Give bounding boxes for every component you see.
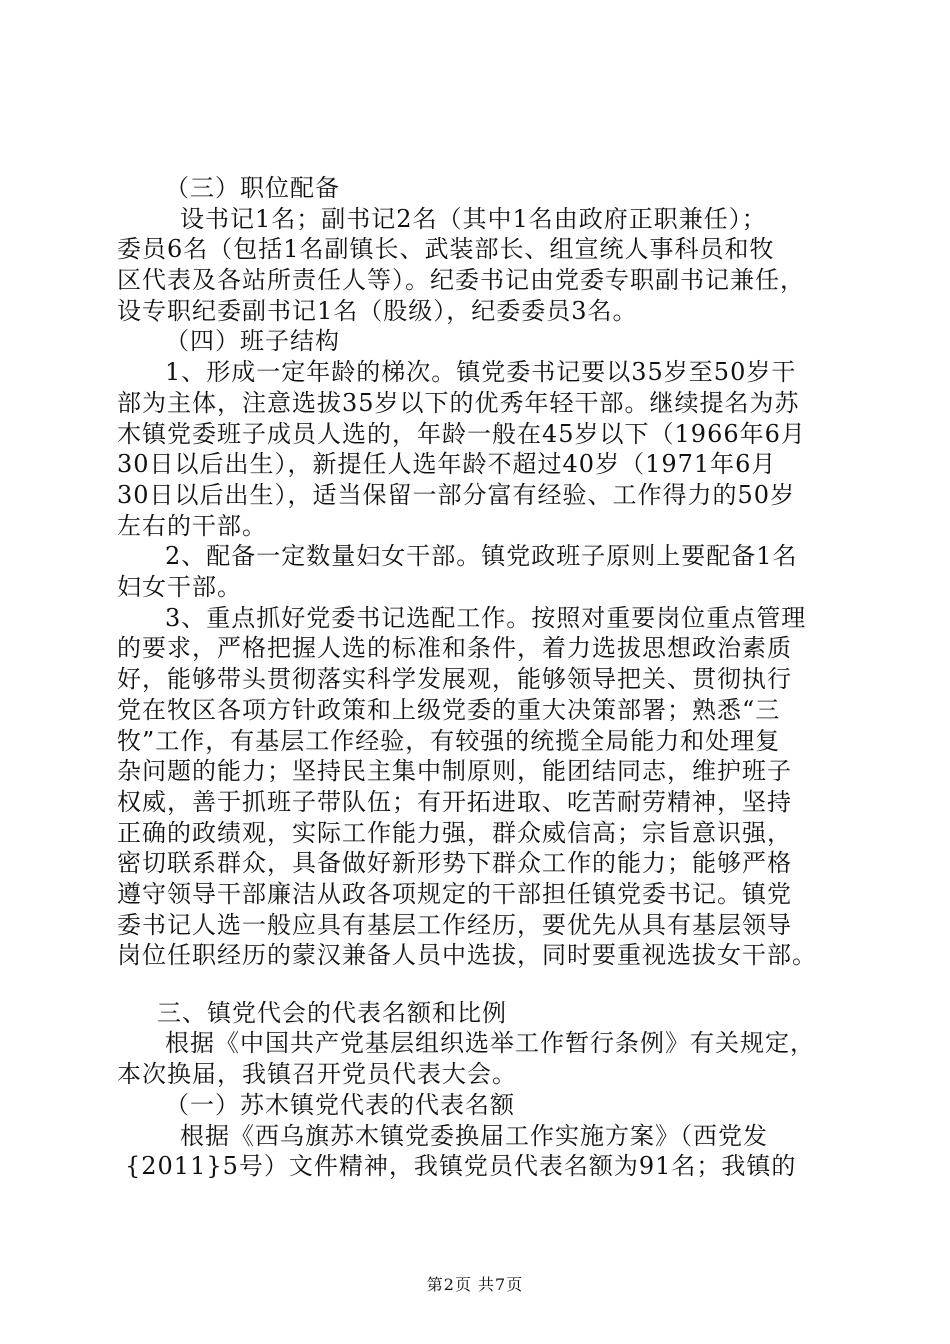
section-heading: （一）苏木镇党代表的代表名额 xyxy=(165,1091,515,1119)
section-heading: （四）班子结构 xyxy=(165,327,340,355)
paragraph-line: 密切联系群众，具备做好新形势下群众工作的能力；能够严格 xyxy=(117,849,792,877)
paragraph-line: 岗位任职经历的蒙汉兼备人员中选拔，同时要重视选拔女干部。 xyxy=(117,941,817,969)
paragraph-line: 1、形成一定年龄的梯次。镇党委书记要以35岁至50岁干 xyxy=(165,358,797,386)
paragraph-line: 权威，善于抓班子带队伍；有开拓进取、吃苦耐劳精神，坚持 xyxy=(117,788,792,816)
paragraph-line: 部为主体，注意选拔35岁以下的优秀年轻干部。继续提名为苏 xyxy=(117,389,800,417)
paragraph-line: 委书记人选一般应具有基层工作经历，要优先从具有基层领导 xyxy=(117,911,792,939)
paragraph-line: 党在牧区各项方针政策和上级党委的重大决策部署；熟悉“三 xyxy=(117,696,781,724)
paragraph-line: 30日以后出生），适当保留一部分富有经验、工作得力的50岁 xyxy=(117,481,796,509)
paragraph-line: 30日以后出生），新提任人选年龄不超过40岁（1971年6月 xyxy=(117,450,777,478)
paragraph-line: 设书记1名；副书记2名（其中1名由政府正职兼任）； xyxy=(180,205,767,233)
paragraph-line: 根据《西乌旗苏木镇党委换届工作实施方案》（西党发 xyxy=(180,1122,768,1150)
paragraph-line: 根据《中国共产党基层组织选举工作暂行条例》有关规定， xyxy=(165,1029,815,1057)
paragraph-line: 区代表及各站所责任人等）。纪委书记由党委专职副书记兼任， xyxy=(117,266,805,294)
paragraph-line: 的要求，严格把握人选的标准和条件，着力选拔思想政治素质 xyxy=(117,634,792,662)
paragraph-line: 2、配备一定数量妇女干部。镇党政班子原则上要配备1名 xyxy=(165,542,798,570)
page-number-footer: 第2页 共7页 xyxy=(426,1275,524,1294)
paragraph-line: {2011}5号）文件精神，我镇党员代表名额为91名；我镇的 xyxy=(125,1152,797,1180)
paragraph-line: 木镇党委班子成员人选的，年龄一般在45岁以下（1966年6月 xyxy=(117,420,806,448)
paragraph-line: 正确的政绩观，实际工作能力强，群众威信高；宗旨意识强， xyxy=(117,819,792,847)
section-heading: （三）职位配备 xyxy=(165,174,340,202)
paragraph-line: 左右的干部。 xyxy=(117,512,267,540)
paragraph-line: 设专职纪委副书记1名（股级），纪委委员3名。 xyxy=(117,297,638,325)
part-heading: 三、镇党代会的代表名额和比例 xyxy=(157,999,507,1027)
paragraph-line: 委员6名（包括1名副镇长、武装部长、组宣统人事科员和牧 xyxy=(117,235,775,263)
paragraph-line: 牧”工作，有基层工作经验，有较强的统揽全局能力和处理复 xyxy=(117,727,781,755)
paragraph-line: 妇女干部。 xyxy=(117,573,242,601)
paragraph-line: 遵守领导干部廉洁从政各项规定的干部担任镇党委书记。镇党 xyxy=(117,880,792,908)
paragraph-line: 本次换届，我镇召开党员代表大会。 xyxy=(117,1060,517,1088)
paragraph-line: 好，能够带头贯彻落实科学发展观，能够领导把关、贯彻执行 xyxy=(117,665,792,693)
paragraph-line: 杂问题的能力；坚持民主集中制原则，能团结同志，维护班子 xyxy=(117,757,792,785)
paragraph-line: 3、重点抓好党委书记选配工作。按照对重要岗位重点管理 xyxy=(165,604,807,632)
